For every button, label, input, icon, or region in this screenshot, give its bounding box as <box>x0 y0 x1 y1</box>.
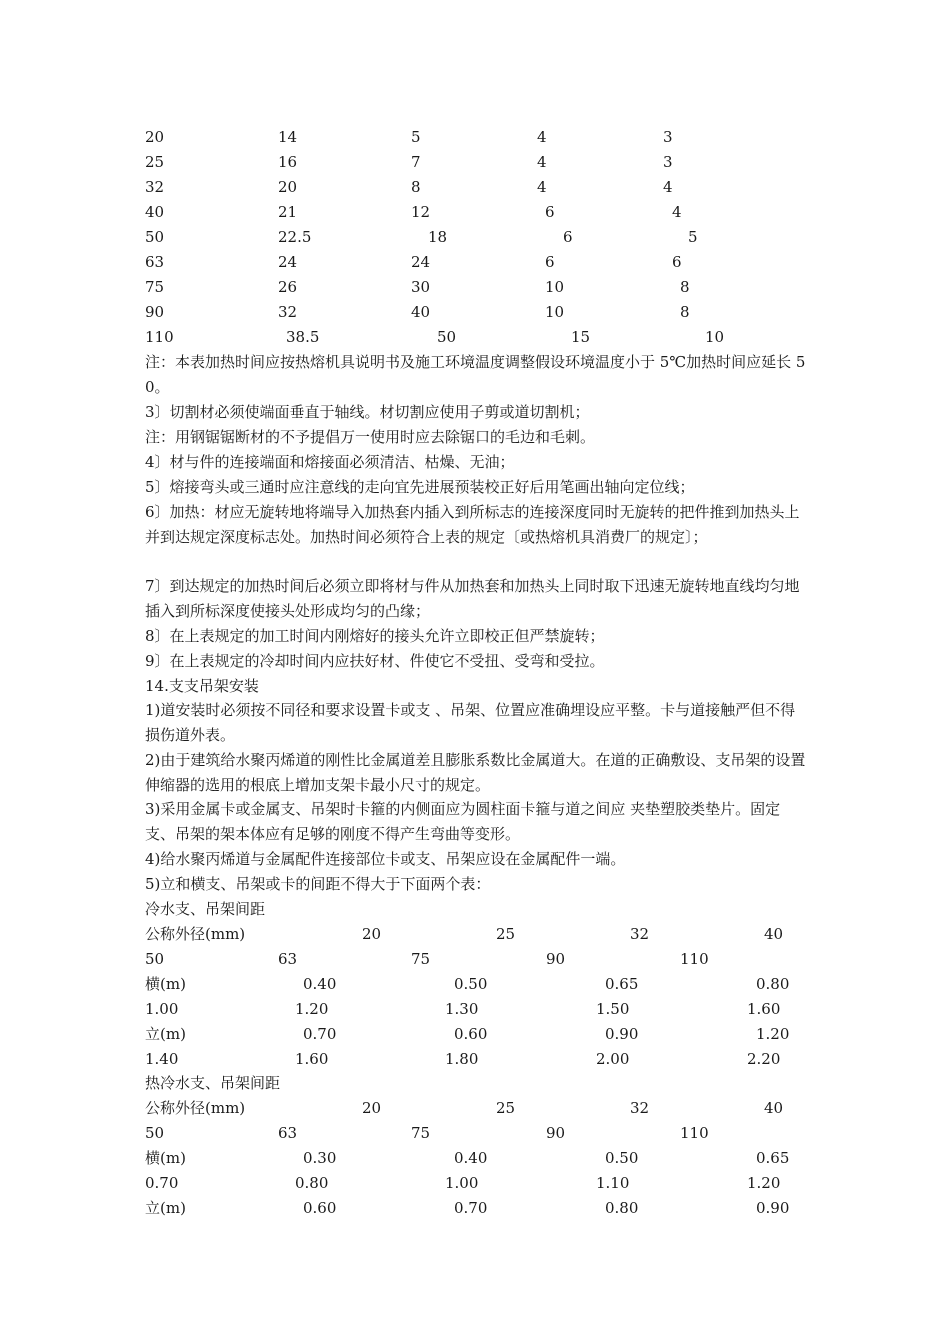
paragraph-3: 3)采用金属卡或金属支、吊架时卡箍的内侧面应为圆柱面卡箍与道之间应 夹垫塑胶类垫片。固定支、吊架的架本体应有足够的刚度不得产生弯曲等变形。 <box>145 800 781 843</box>
table-cell: 1.60 <box>747 1000 781 1018</box>
table-cell: 90 <box>145 303 165 321</box>
table-cell: 10 <box>545 303 565 321</box>
table-cell: 4 <box>537 153 547 171</box>
table-cell: 0.65 <box>605 975 639 993</box>
table-cell: 14 <box>278 128 298 146</box>
table-cell: 63 <box>278 1124 298 1142</box>
table-row <box>0 276 950 298</box>
table-cell: 63 <box>145 253 165 271</box>
table-row <box>0 998 950 1020</box>
table-cell: 0.40 <box>303 975 337 993</box>
table-cell: 25 <box>496 1099 516 1117</box>
table-cell: 40 <box>764 925 784 943</box>
table-row <box>0 301 950 323</box>
table-row <box>0 1147 950 1169</box>
table-cell: 1.10 <box>596 1174 630 1192</box>
step-7-insertion: 7〕到达规定的加热时间后必须立即将材与件从加热套和加热头上同时取下迅速无旋转地直线均匀地插入到所标深度使接头处形成均匀的凸缘； <box>145 577 800 620</box>
table-cell: 50 <box>145 950 165 968</box>
table-cell: 2.20 <box>747 1050 781 1068</box>
table-cell: 20 <box>145 128 165 146</box>
table-cell: 0.40 <box>454 1149 488 1167</box>
table-cell: 0.60 <box>454 1025 488 1043</box>
table-cell: 0.30 <box>303 1149 337 1167</box>
table-cell: 1.20 <box>295 1000 329 1018</box>
table-cell: 10 <box>545 278 565 296</box>
table-cell: 0.80 <box>605 1199 639 1217</box>
table-cell: 1.30 <box>445 1000 479 1018</box>
table-cell: 50 <box>437 328 457 346</box>
table-cell: 8 <box>680 303 690 321</box>
table-row <box>0 226 950 248</box>
table-cell: 1.60 <box>295 1050 329 1068</box>
table-row <box>0 201 950 223</box>
step-9-cooling: 9〕在上表规定的冷却时间内应扶好材、件使它不受扭、受弯和受拉。 <box>145 652 605 670</box>
table-cell: 2.00 <box>596 1050 630 1068</box>
table-cell: 1.00 <box>145 1000 179 1018</box>
table-cell: 75 <box>411 1124 431 1142</box>
table-cell: 22.5 <box>278 228 312 246</box>
table-cell: 6 <box>545 203 555 221</box>
table-cell: 90 <box>546 1124 566 1142</box>
row-label: 公称外径(mm) <box>145 1099 246 1117</box>
table-cell: 1.40 <box>145 1050 179 1068</box>
row-label: 公称外径(mm) <box>145 925 246 943</box>
note-heating-time: 注：本表加热时间应按热熔机具说明书及施工环境温度调整假设环境温度小于 5℃加热时间应延长 50。 <box>145 353 806 396</box>
table-cell: 1.80 <box>445 1050 479 1068</box>
table-cell: 63 <box>278 950 298 968</box>
table-cell: 38.5 <box>286 328 320 346</box>
table-cell: 6 <box>563 228 573 246</box>
table-cell: 110 <box>680 950 709 968</box>
table-cell: 0.65 <box>756 1149 790 1167</box>
table-row <box>0 1023 950 1045</box>
table-cell: 20 <box>278 178 298 196</box>
table-title-text: 冷水支、吊架间距 <box>145 900 266 918</box>
table-cell: 0.80 <box>295 1174 329 1192</box>
paragraph-4: 4)给水聚丙烯道与金属配件连接部位卡或支、吊架应设在金属配件一端。 <box>145 850 626 868</box>
table-cell: 40 <box>764 1099 784 1117</box>
table-cell: 20 <box>362 1099 382 1117</box>
table-cell: 90 <box>546 950 566 968</box>
section-heading: 14.支支吊架安装 <box>145 677 259 695</box>
table-title <box>0 1072 950 1094</box>
table-cell: 6 <box>545 253 555 271</box>
step-6-heating: 6〕加热：材应无旋转地将端导入加热套内插入到所标志的连接深度同时无旋转的把件推到加热头上并到达规定深度标志处。加热时间必须符合上表的规定〔或热熔机具消费厂的规定〕； <box>145 503 800 546</box>
table-cell: 8 <box>680 278 690 296</box>
table-cell: 75 <box>145 278 165 296</box>
table-cell: 4 <box>537 128 547 146</box>
table-cell: 0.60 <box>303 1199 337 1217</box>
table-cell: 0.90 <box>756 1199 790 1217</box>
table-cell: 40 <box>145 203 165 221</box>
table-cell: 0.70 <box>454 1199 488 1217</box>
table-cell: 0.70 <box>145 1174 179 1192</box>
table-cell: 15 <box>571 328 591 346</box>
table-row <box>0 1048 950 1070</box>
table-cell: 1.50 <box>596 1000 630 1018</box>
row-label: 立(m) <box>145 1199 186 1217</box>
table-cell: 0.90 <box>605 1025 639 1043</box>
table-cell: 32 <box>145 178 165 196</box>
paragraph-1: 1)道安装时必须按不同径和要求设置卡或支 、吊架、位置应准确埋设应平整。卡与道接触严但不得损伤道外表。 <box>145 701 796 744</box>
table-cell: 32 <box>630 1099 650 1117</box>
table-cell: 3 <box>663 128 673 146</box>
table-cell: 10 <box>705 328 725 346</box>
table-cell: 1.20 <box>747 1174 781 1192</box>
row-label: 横(m) <box>145 1149 186 1167</box>
table-cell: 21 <box>278 203 298 221</box>
table-cell: 6 <box>672 253 682 271</box>
table-cell: 50 <box>145 1124 165 1142</box>
table-row <box>0 176 950 198</box>
table-cell: 110 <box>145 328 174 346</box>
table-cell: 26 <box>278 278 298 296</box>
row-label: 横(m) <box>145 975 186 993</box>
table-cell: 25 <box>145 153 165 171</box>
paragraph-2: 2)由于建筑给水聚丙烯道的刚性比金属道差且膨胀系数比金属道大。在道的正确敷设、支吊架的设置伸缩器的选用的根底上增加支架卡最小尺寸的规定。 <box>145 751 806 794</box>
table-cell: 16 <box>278 153 298 171</box>
table-row <box>0 251 950 273</box>
table-row <box>0 1172 950 1194</box>
table-cell: 1.20 <box>756 1025 790 1043</box>
table-row <box>0 1122 950 1144</box>
table-row <box>0 326 950 348</box>
table-cell: 110 <box>680 1124 709 1142</box>
table-row <box>0 923 950 945</box>
table-cell: 4 <box>663 178 673 196</box>
table-row <box>0 1097 950 1119</box>
table-cell: 0.50 <box>454 975 488 993</box>
table-cell: 12 <box>411 203 431 221</box>
table-cell: 32 <box>278 303 298 321</box>
table-cell: 0.70 <box>303 1025 337 1043</box>
table-cell: 25 <box>496 925 516 943</box>
table-cell: 0.80 <box>756 975 790 993</box>
table-cell: 0.50 <box>605 1149 639 1167</box>
table-row <box>0 126 950 148</box>
table-cell: 3 <box>663 153 673 171</box>
table-row <box>0 1197 950 1219</box>
table-cell: 1.00 <box>445 1174 479 1192</box>
note-hacksaw: 注：用钢锯锯断材的不予提倡万一使用时应去除锯口的毛边和毛刺。 <box>145 428 596 446</box>
table-cell: 5 <box>411 128 421 146</box>
table-cell: 24 <box>411 253 431 271</box>
table-cell: 30 <box>411 278 431 296</box>
table-cell: 5 <box>688 228 698 246</box>
step-3-cutting: 3〕切割材必须使端面垂直于轴线。材切割应使用子剪或道切割机； <box>145 403 590 421</box>
table-cell: 4 <box>672 203 682 221</box>
table-cell: 20 <box>362 925 382 943</box>
table-cell: 7 <box>411 153 421 171</box>
table-cell: 24 <box>278 253 298 271</box>
table-title-text: 热冷水支、吊架间距 <box>145 1074 281 1092</box>
table-cell: 75 <box>411 950 431 968</box>
table-row <box>0 948 950 970</box>
table-title <box>0 898 950 920</box>
row-label: 立(m) <box>145 1025 186 1043</box>
table-cell: 40 <box>411 303 431 321</box>
table-row <box>0 973 950 995</box>
step-8-correction: 8〕在上表规定的加工时间内刚熔好的接头允许立即校正但严禁旋转； <box>145 627 605 645</box>
paragraph-5: 5)立和横支、吊架或卡的间距不得大于下面两个表： <box>145 875 491 893</box>
step-5-marking: 5〕熔接弯头或三通时应注意线的走向宜先进展预装校正好后用笔画出轴向定位线； <box>145 478 695 496</box>
table-cell: 4 <box>537 178 547 196</box>
table-cell: 8 <box>411 178 421 196</box>
table-row <box>0 151 950 173</box>
step-4-clean: 4〕材与件的连接端面和熔接面必须清洁、枯燥、无油； <box>145 453 515 471</box>
table-cell: 32 <box>630 925 650 943</box>
table-cell: 50 <box>145 228 165 246</box>
table-cell: 18 <box>428 228 448 246</box>
